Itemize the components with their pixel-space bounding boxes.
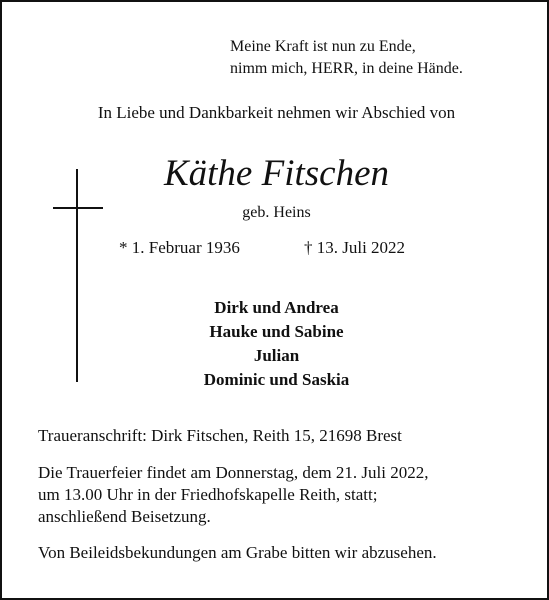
mourner-name: Dominic und Saskia xyxy=(203,370,350,389)
mourner-name: Julian xyxy=(253,346,300,365)
service-line-1: Die Trauerfeier findet am Donnerstag, dem 21. Juli 2022, xyxy=(38,463,429,482)
service-line-3: anschließend Beisetzung. xyxy=(38,507,211,526)
service-line-2: um 13.00 Uhr in der Friedhofskapelle Reith, statt; xyxy=(38,485,378,504)
verse-line-1: Meine Kraft ist nun zu Ende, xyxy=(230,38,416,55)
maiden-name: geb. Heins xyxy=(242,204,311,221)
birth-date: * 1. Februar 1936 xyxy=(119,238,240,257)
intro-text: In Liebe und Dankbarkeit nehmen wir Abschied von xyxy=(97,103,456,122)
mourning-address: Traueranschrift: Dirk Fitschen, Reith 15, 21698 Brest xyxy=(38,426,402,445)
mourner-name: Hauke und Sabine xyxy=(209,322,344,341)
condolence-notice: Von Beileidsbekundungen am Grabe bitten wir abzusehen. xyxy=(38,543,437,562)
death-date: † 13. Juli 2022 xyxy=(304,238,406,257)
funeral-service-info xyxy=(38,462,428,528)
verse-line-2: nimm mich, HERR, in deine Hände. xyxy=(230,60,463,77)
deceased-name: Käthe Fitschen xyxy=(163,153,390,194)
verse xyxy=(230,36,463,80)
mourner-name: Dirk und Andrea xyxy=(214,298,339,317)
mourners-list xyxy=(2,296,549,392)
